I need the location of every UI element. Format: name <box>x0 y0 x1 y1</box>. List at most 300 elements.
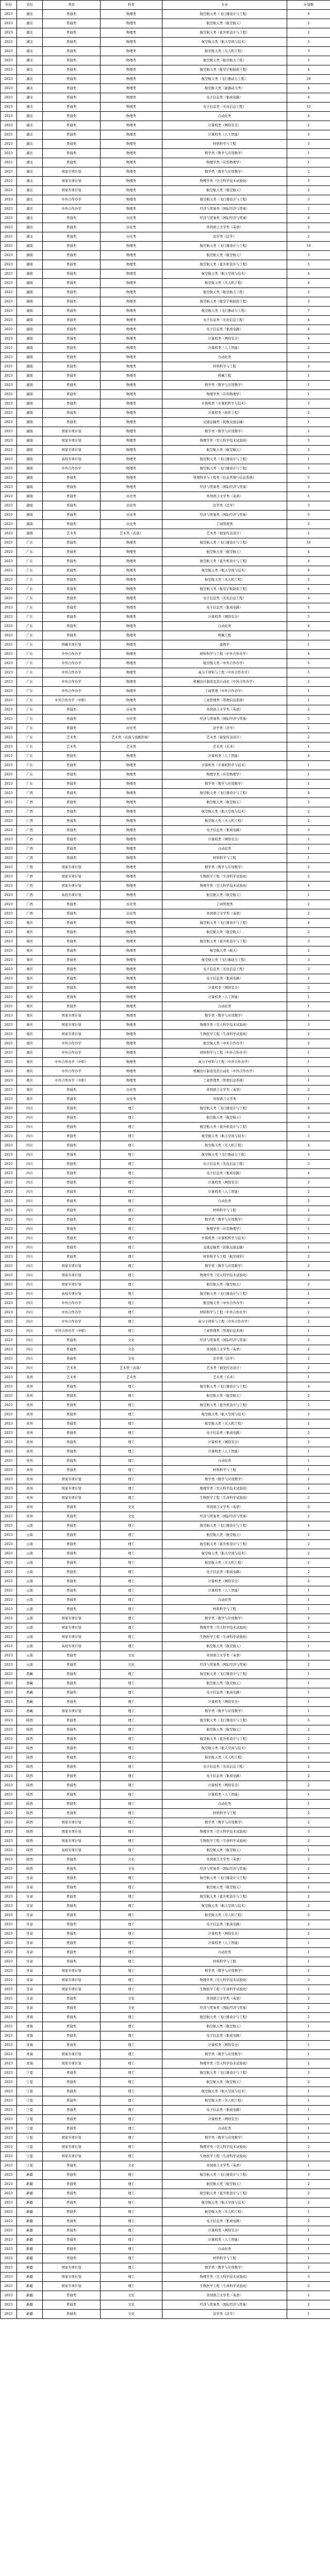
cell-plan-count: 5 <box>287 436 330 446</box>
cell-category: 物理类 <box>101 353 162 362</box>
cell-category: 文史 <box>101 2004 162 2013</box>
cell-major: 航空航天类（飞行器设计与工程） <box>162 242 287 251</box>
cell-major: 经济与贸易类（国际经济与贸易） <box>162 483 287 492</box>
cell-year: 2023 <box>1 2180 17 2189</box>
cell-major: 航空航天类（航天空间与技术） <box>162 566 287 575</box>
cell-plan-count: 2 <box>287 1892 330 1902</box>
cell-category: 物理类 <box>101 1021 162 1030</box>
cell-category: 理工 <box>101 1929 162 1939</box>
cell-major: 数学类（数学与应用数学） <box>162 1215 287 1225</box>
cell-type: 普通类 <box>43 1104 101 1113</box>
cell-category: 理工 <box>101 1401 162 1410</box>
cell-major: 物理学类（空天科学技术试验班） <box>162 177 287 186</box>
table-row <box>1 140 330 149</box>
cell-province: 陕西 <box>17 1846 43 1855</box>
cell-major: 航空航天类（无人机工程） <box>162 1911 287 1920</box>
cell-plan-count: 1 <box>287 1011 330 1021</box>
cell-major: 生物医学工程（生命科学试验班） <box>162 1633 287 1642</box>
cell-type: 普通类 <box>43 1660 101 1670</box>
cell-major: 生物医学工程（生命科学试验班） <box>162 872 287 882</box>
table-row <box>1 770 330 779</box>
cell-type: 普通类 <box>43 334 101 344</box>
cell-province: 新疆 <box>17 2263 43 2273</box>
cell-province: 湖南 <box>17 446 43 455</box>
cell-year: 2023 <box>1 1948 17 1957</box>
table-row <box>1 1243 330 1252</box>
cell-province: 陕西 <box>17 1818 43 1827</box>
table-row <box>1 2152 330 2161</box>
cell-category: 理工 <box>101 1206 162 1215</box>
table-row <box>1 409 330 418</box>
cell-category: 物理类 <box>101 1076 162 1086</box>
cell-category: 物理类 <box>101 613 162 622</box>
table-row <box>1 928 330 937</box>
table-row <box>1 1892 330 1902</box>
cell-year: 2023 <box>1 724 17 733</box>
table-row <box>1 2161 330 2171</box>
cell-major: 航空航天类（飞行器设计与工程） <box>162 455 287 464</box>
cell-major: 高分子材料与工程（中外合作办学） <box>162 1317 287 1327</box>
cell-type: 普通类 <box>43 1243 101 1252</box>
table-row <box>1 1725 330 1735</box>
table-row <box>1 622 330 631</box>
cell-type: 中外合作办学 <box>43 195 101 205</box>
cell-category: 理工 <box>101 1605 162 1614</box>
table-row <box>1 520 330 529</box>
cell-plan-count: 1 <box>287 2106 330 2115</box>
cell-year: 2023 <box>1 10 17 19</box>
table-row <box>1 1215 330 1225</box>
cell-category: 理工 <box>101 1392 162 1401</box>
cell-major: 航空航天类（直升机设计与工程） <box>162 260 287 269</box>
cell-type: 普通类 <box>43 1197 101 1206</box>
cell-province: 新疆 <box>17 2226 43 2235</box>
cell-plan-count: 2 <box>287 1188 330 1197</box>
table-row <box>1 390 330 399</box>
cell-province: 新疆 <box>17 2180 43 2189</box>
header-plan-count: 计划数 <box>287 1 330 10</box>
cell-category: 物理类 <box>101 807 162 817</box>
cell-major: 物理学类（空天科学技术试验班） <box>162 436 287 446</box>
cell-major: 航空航天类（飞行器设计与工程） <box>162 1290 287 1299</box>
cell-province: 四川 <box>17 1243 43 1252</box>
cell-type: 普通类 <box>43 2217 101 2226</box>
table-row <box>1 909 330 919</box>
cell-province: 广东 <box>17 677 43 687</box>
cell-category: 物理类 <box>101 798 162 807</box>
cell-type: 普通类 <box>43 1438 101 1447</box>
cell-year: 2023 <box>1 575 17 585</box>
cell-province: 宁夏 <box>17 2106 43 2115</box>
cell-major: 管理科学与工程类（信息管理与信息系统） <box>162 473 287 483</box>
table-row <box>1 1429 330 1438</box>
cell-major: 航空航天类（航天空间与技术） <box>162 807 287 817</box>
cell-category: 理工 <box>101 1725 162 1735</box>
table-row <box>1 575 330 585</box>
cell-province: 新疆 <box>17 2217 43 2226</box>
cell-year: 2023 <box>1 622 17 631</box>
cell-plan-count: 2 <box>287 1994 330 2004</box>
cell-plan-count: 2 <box>287 1558 330 1568</box>
cell-category: 物理类 <box>101 956 162 965</box>
cell-province: 湖北 <box>17 47 43 56</box>
cell-province: 重庆 <box>17 946 43 956</box>
cell-category: 艺术类（表演与戏剧影视） <box>101 733 162 742</box>
cell-type: 普通类 <box>43 1410 101 1419</box>
cell-major: 自动化类 <box>162 622 287 631</box>
cell-category: 理工 <box>101 1188 162 1197</box>
cell-major: 电子信息类（光电信息工程） <box>162 316 287 325</box>
cell-plan-count: 3 <box>287 956 330 965</box>
cell-category: 理工 <box>101 1494 162 1503</box>
cell-plan-count: 1 <box>287 1707 330 1716</box>
cell-year: 2023 <box>1 1030 17 1039</box>
cell-province: 湖南 <box>17 297 43 307</box>
cell-year: 2023 <box>1 2133 17 2143</box>
cell-year: 2023 <box>1 965 17 974</box>
cell-type: 国家专项计划 <box>43 872 101 882</box>
cell-type: 国家专项计划 <box>43 1484 101 1494</box>
cell-year: 2023 <box>1 1011 17 1021</box>
cell-type: 普通类 <box>43 752 101 761</box>
cell-type: 普通类 <box>43 1735 101 1744</box>
table-row <box>1 2031 330 2041</box>
cell-major: 计算机类（网络安全） <box>162 2041 287 2050</box>
table-row <box>1 1716 330 1725</box>
cell-plan-count: 4 <box>287 1874 330 1883</box>
cell-year: 2023 <box>1 344 17 353</box>
cell-major: 航空航天类（无人机工程） <box>162 1753 287 1762</box>
header-province: 省份 <box>17 1 43 10</box>
cell-plan-count: 2 <box>287 1614 330 1623</box>
cell-major: 航空航天类（直升机设计与工程） <box>162 1735 287 1744</box>
cell-major: 计算机类（网络安全） <box>162 1577 287 1586</box>
cell-major: 计算机类（网络安全） <box>162 121 287 130</box>
table-row <box>1 1410 330 1419</box>
cell-major: 航空航天类（航空航天） <box>162 1883 287 1892</box>
cell-plan-count: 1 <box>287 1067 330 1076</box>
cell-year: 2023 <box>1 2022 17 2031</box>
cell-major: 法学类（法学） <box>162 2310 287 2319</box>
cell-plan-count: 2 <box>287 2282 330 2291</box>
cell-province: 湖南 <box>17 279 43 288</box>
cell-province: 四川 <box>17 1262 43 1271</box>
cell-type: 国家专项计划 <box>43 1827 101 1837</box>
cell-type: 普通类 <box>43 1178 101 1188</box>
cell-major: 航空航天类（无人机工程） <box>162 1558 287 1568</box>
cell-province: 湖北 <box>17 205 43 214</box>
cell-major: 计算机类（网络安全） <box>162 2226 287 2235</box>
cell-year: 2023 <box>1 1939 17 1948</box>
cell-plan-count: 3 <box>287 2273 330 2282</box>
table-row <box>1 1132 330 1141</box>
cell-year: 2023 <box>1 1679 17 1688</box>
cell-year: 2023 <box>1 2254 17 2263</box>
cell-province: 广西 <box>17 817 43 826</box>
cell-province: 甘肃 <box>17 1920 43 1929</box>
cell-category: 历史类 <box>101 724 162 733</box>
cell-year: 2023 <box>1 1401 17 1410</box>
cell-category: 理工 <box>101 2245 162 2254</box>
cell-type: 中外合作办学 <box>43 464 101 473</box>
table-row <box>1 1577 330 1586</box>
table-row <box>1 186 330 195</box>
cell-province: 湖南 <box>17 242 43 251</box>
cell-type: 普通类 <box>43 149 101 158</box>
table-row <box>1 1605 330 1614</box>
cell-category: 理工 <box>101 1967 162 1976</box>
cell-year: 2023 <box>1 854 17 863</box>
cell-year: 2023 <box>1 158 17 167</box>
cell-plan-count: 3 <box>287 288 330 297</box>
cell-type: 普通类 <box>43 2235 101 2245</box>
cell-category: 理工 <box>101 1317 162 1327</box>
cell-major: 物理学类（空天科学技术试验班） <box>162 882 287 891</box>
cell-type: 普通类 <box>43 1002 101 1011</box>
cell-plan-count: 1 <box>287 2208 330 2217</box>
cell-category: 物理类 <box>101 817 162 826</box>
cell-type: 普通类 <box>43 492 101 501</box>
cell-major: 外国语言文学类（英语） <box>162 1086 287 1095</box>
cell-plan-count: 2 <box>287 1262 330 1271</box>
cell-year: 2023 <box>1 2198 17 2208</box>
table-row <box>1 1549 330 1558</box>
cell-year: 2023 <box>1 2161 17 2171</box>
cell-type: 普通类 <box>43 557 101 566</box>
cell-year: 2023 <box>1 538 17 548</box>
cell-type: 西藏专项计划 <box>43 640 101 650</box>
cell-major: 电子信息类（集成电路） <box>162 1688 287 1698</box>
cell-plan-count: 4 <box>287 1521 330 1531</box>
cell-plan-count: 2 <box>287 2263 330 2273</box>
cell-major: 数学类（数学与应用数学） <box>162 1967 287 1976</box>
cell-year: 2023 <box>1 418 17 427</box>
cell-province: 广西 <box>17 826 43 835</box>
cell-type: 普通类 <box>43 2254 101 2263</box>
cell-category: 物理类 <box>101 75 162 84</box>
cell-type: 普通类 <box>43 2208 101 2217</box>
cell-plan-count: 3 <box>287 1827 330 1837</box>
cell-province: 湖北 <box>17 121 43 130</box>
table-row <box>1 937 330 946</box>
cell-plan-count: 3 <box>287 251 330 260</box>
cell-province: 甘肃 <box>17 1985 43 1994</box>
table-row <box>1 1790 330 1800</box>
cell-major: 航空航天类（飞行器设计与工程） <box>162 1874 287 1883</box>
cell-year: 2023 <box>1 1429 17 1438</box>
cell-plan-count: 2 <box>287 928 330 937</box>
cell-province: 宁夏 <box>17 2069 43 2078</box>
cell-major: 经济与贸易类（国际经济与贸易） <box>162 2004 287 2013</box>
cell-category: 物理类 <box>101 371 162 381</box>
cell-plan-count: 3 <box>287 399 330 409</box>
cell-type: 普通类 <box>43 789 101 798</box>
cell-province: 陕西 <box>17 1865 43 1874</box>
cell-type: 普通类 <box>43 1605 101 1614</box>
cell-province: 湖北 <box>17 38 43 47</box>
cell-major: 电子信息类（光电信息工程） <box>162 103 287 112</box>
cell-type: 普通类 <box>43 1781 101 1790</box>
cell-major: 航空航天类（飞行器动力工程） <box>162 307 287 316</box>
cell-category: 理工 <box>101 1568 162 1577</box>
cell-type: 普通类 <box>43 1688 101 1698</box>
cell-category: 物理类 <box>101 158 162 167</box>
cell-province: 陕西 <box>17 1725 43 1735</box>
cell-category: 物理类 <box>101 251 162 260</box>
cell-plan-count: 3 <box>287 1021 330 1030</box>
cell-category: 理工 <box>101 1113 162 1123</box>
cell-major: 航空航天类（航空航天） <box>162 1846 287 1855</box>
cell-plan-count: 1 <box>287 687 330 696</box>
cell-major: 自动化类 <box>162 1596 287 1605</box>
cell-category: 理工 <box>101 2254 162 2263</box>
table-row <box>1 1902 330 1911</box>
cell-type: 普通类 <box>43 390 101 399</box>
cell-year: 2023 <box>1 1892 17 1902</box>
cell-category: 文史 <box>101 2161 162 2171</box>
table-row <box>1 1660 330 1670</box>
cell-year: 2023 <box>1 1197 17 1206</box>
cell-category: 理工 <box>101 1790 162 1800</box>
cell-major: 电子信息类（集成电路） <box>162 826 287 835</box>
cell-category: 理工 <box>101 1911 162 1920</box>
cell-type: 中外合作办学（中职） <box>43 1058 101 1067</box>
cell-type: 普通类 <box>43 761 101 770</box>
cell-province: 四川 <box>17 1169 43 1178</box>
cell-category: 理工 <box>101 1642 162 1651</box>
cell-category: 物理类 <box>101 575 162 585</box>
cell-year: 2023 <box>1 1188 17 1197</box>
cell-major: 生物医学工程（生命科学试验班） <box>162 1837 287 1846</box>
table-row <box>1 1800 330 1809</box>
table-row <box>1 1586 330 1596</box>
cell-category: 物理类 <box>101 1030 162 1039</box>
cell-type: 普通类 <box>43 38 101 47</box>
cell-year: 2023 <box>1 2124 17 2133</box>
cell-year: 2023 <box>1 455 17 464</box>
cell-province: 广东 <box>17 687 43 696</box>
cell-type: 普通类 <box>43 993 101 1002</box>
cell-category: 物理类 <box>101 835 162 844</box>
cell-type: 普通类 <box>43 1531 101 1540</box>
cell-category: 物理类 <box>101 696 162 705</box>
cell-category: 物理类 <box>101 28 162 38</box>
table-row <box>1 2059 330 2069</box>
cell-year: 2023 <box>1 585 17 594</box>
table-row <box>1 1401 330 1410</box>
cell-year: 2023 <box>1 1503 17 1512</box>
cell-major: 外国语言文学类（英语） <box>162 2291 287 2300</box>
table-row <box>1 1623 330 1633</box>
table-row <box>1 2208 330 2217</box>
cell-type: 普通类 <box>43 1234 101 1243</box>
cell-category: 物理类 <box>101 937 162 946</box>
cell-plan-count: 5 <box>287 603 330 613</box>
cell-plan-count: 1 <box>287 1642 330 1651</box>
cell-plan-count: 2 <box>287 1419 330 1429</box>
cell-category: 理工 <box>101 1252 162 1262</box>
cell-year: 2023 <box>1 1642 17 1651</box>
cell-type: 普通类 <box>43 1568 101 1577</box>
cell-province: 甘肃 <box>17 1911 43 1920</box>
cell-year: 2023 <box>1 640 17 650</box>
cell-province: 陕西 <box>17 1800 43 1809</box>
cell-category: 物理类 <box>101 56 162 65</box>
cell-plan-count: 1 <box>287 455 330 464</box>
cell-province: 重庆 <box>17 1076 43 1086</box>
cell-year: 2023 <box>1 242 17 251</box>
cell-type: 普通类 <box>43 121 101 130</box>
cell-plan-count: 2 <box>287 1345 330 1354</box>
cell-category: 理工 <box>101 1549 162 1558</box>
cell-plan-count: 1 <box>287 2235 330 2245</box>
table-row <box>1 1039 330 1048</box>
table-row <box>1 473 330 483</box>
cell-year: 2023 <box>1 835 17 844</box>
table-row <box>1 362 330 371</box>
cell-major: 电子信息类（集成电路） <box>162 1772 287 1781</box>
cell-province: 湖北 <box>17 167 43 177</box>
cell-type: 普通类 <box>43 1401 101 1410</box>
cell-plan-count: 2 <box>287 2059 330 2069</box>
table-row <box>1 1308 330 1317</box>
cell-province: 甘肃 <box>17 1874 43 1883</box>
cell-year: 2023 <box>1 872 17 882</box>
cell-category: 理工 <box>101 1178 162 1188</box>
cell-type: 中外合作办学 <box>43 1308 101 1317</box>
cell-category: 物理类 <box>101 473 162 483</box>
cell-type: 普通类 <box>43 269 101 279</box>
cell-province: 湖北 <box>17 28 43 38</box>
cell-province: 四川 <box>17 1280 43 1290</box>
cell-type: 普通类 <box>43 473 101 483</box>
cell-type: 普通类 <box>43 984 101 993</box>
cell-major: 外国语言文学类（英语） <box>162 705 287 715</box>
cell-plan-count: 1 <box>287 1225 330 1234</box>
cell-category: 物理类 <box>101 891 162 900</box>
cell-year: 2023 <box>1 279 17 288</box>
cell-plan-count: 3 <box>287 826 330 835</box>
cell-type: 国家专项计划 <box>43 2133 101 2143</box>
cell-year: 2023 <box>1 1169 17 1178</box>
cell-major: 自动化类 <box>162 1948 287 1957</box>
cell-year: 2023 <box>1 260 17 269</box>
cell-province: 青海 <box>17 2041 43 2050</box>
table-row <box>1 446 330 455</box>
cell-year: 2023 <box>1 1985 17 1994</box>
table-row <box>1 1994 330 2004</box>
cell-major: 材料科学与工程 <box>162 1206 287 1215</box>
cell-plan-count: 1 <box>287 2087 330 2096</box>
cell-province: 重庆 <box>17 993 43 1002</box>
cell-category: 物理类 <box>101 38 162 47</box>
cell-type: 普通类 <box>43 418 101 427</box>
cell-province: 贵州 <box>17 1373 43 1382</box>
cell-type: 高校专项计划 <box>43 1642 101 1651</box>
cell-type: 普通类 <box>43 1596 101 1605</box>
cell-type: 中外合作办学 <box>43 687 101 696</box>
cell-major: 外国语言文学类（英语） <box>162 1855 287 1865</box>
cell-year: 2023 <box>1 399 17 409</box>
cell-plan-count: 2 <box>287 872 330 882</box>
table-row <box>1 1929 330 1939</box>
cell-type: 普通类 <box>43 2096 101 2106</box>
table-row <box>1 2171 330 2180</box>
cell-category: 历史类 <box>101 900 162 909</box>
table-row <box>1 344 330 353</box>
cell-plan-count: 1 <box>287 1939 330 1948</box>
cell-year: 2023 <box>1 19 17 28</box>
